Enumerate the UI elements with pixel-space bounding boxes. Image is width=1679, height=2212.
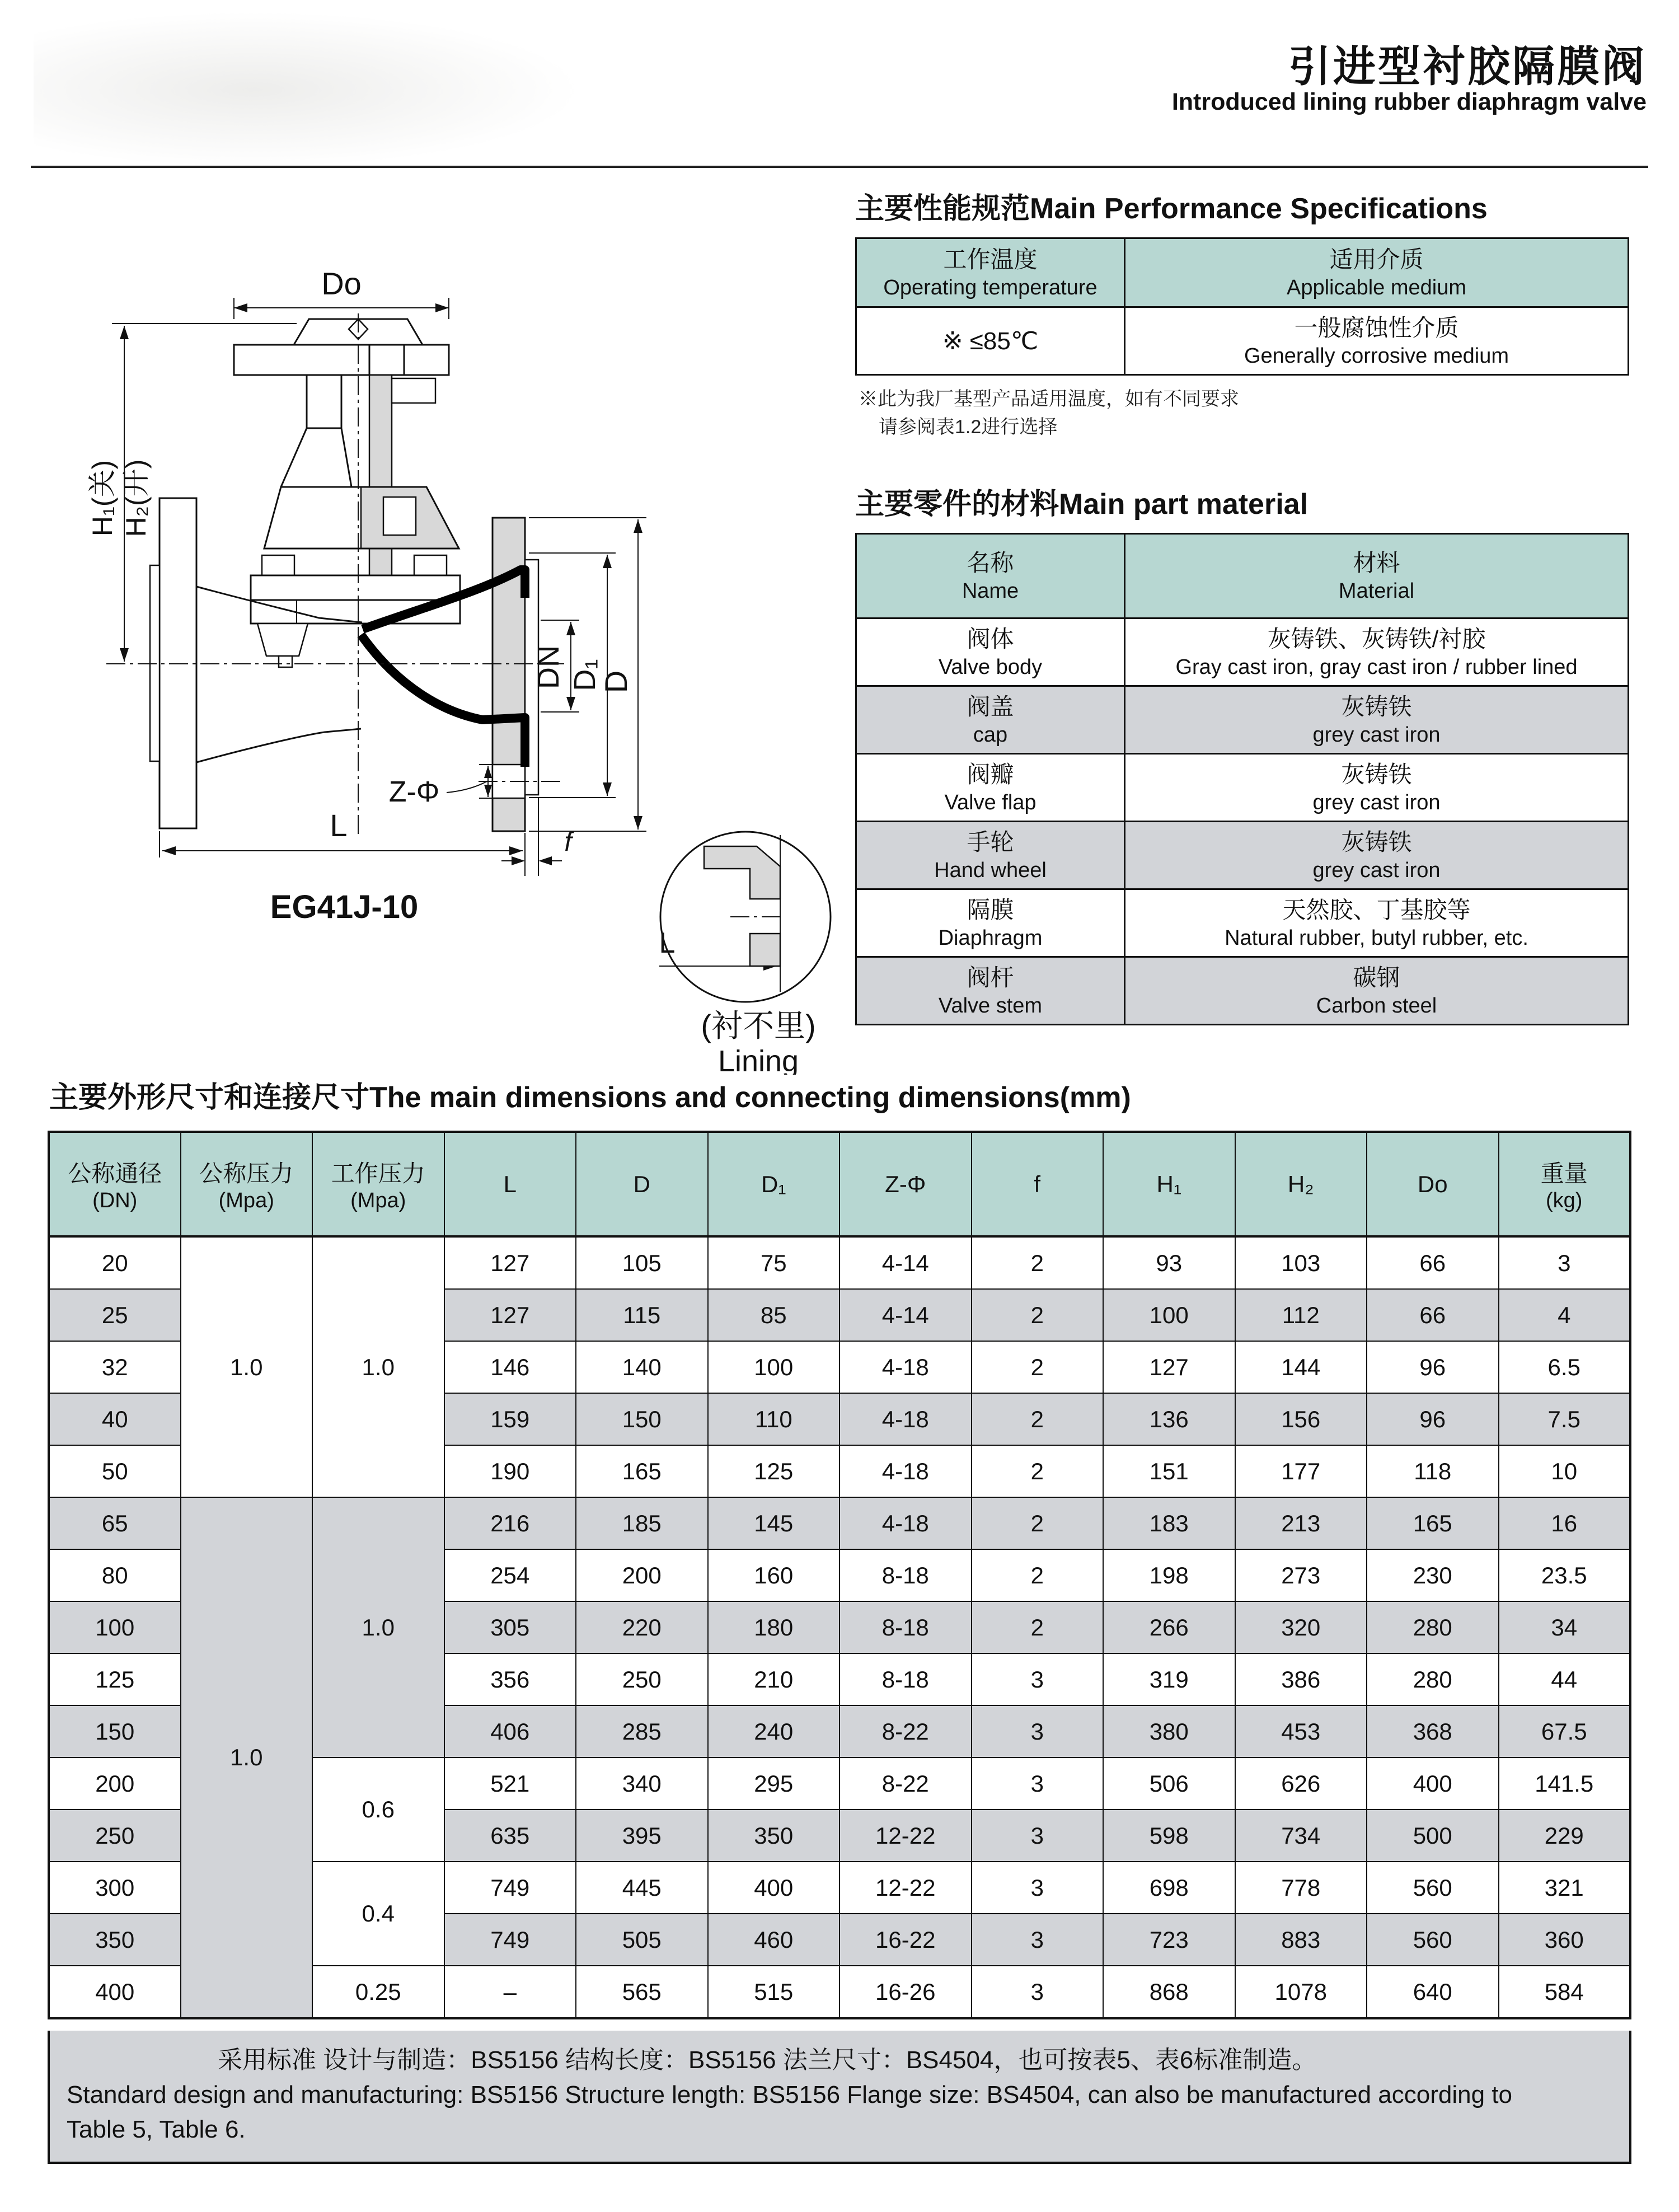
dim-col-header-0: 公称通径 (DN) (49, 1132, 181, 1236)
valve-outline (150, 319, 538, 831)
dim-cell: 198 (1103, 1549, 1235, 1601)
dim-cell: 723 (1103, 1914, 1235, 1966)
part-material-en: Gray cast iron, gray cast iron / rubber lined (1175, 655, 1578, 679)
working-pressure-value: 1.0 (312, 1236, 444, 1497)
dim-cell: 560 (1367, 1914, 1499, 1966)
material-col1-header-en: Name (962, 579, 1019, 603)
dimensions-footer-zh: 采用标准 设计与制造：BS5156 结构长度：BS5156 法兰尺寸：BS4504，也可按表5、表6标准制造。 (218, 2046, 1317, 2074)
dim-dn-value: 300 (49, 1862, 181, 1914)
dimension-arrows (120, 303, 777, 971)
dim-cell: 584 (1499, 1966, 1631, 2018)
part-material-zh: 碳钢 (1353, 964, 1400, 991)
dim-cell: 400 (708, 1862, 840, 1914)
dim-cell: 340 (576, 1758, 708, 1810)
part-material-zh: 灰铸铁 (1341, 829, 1412, 855)
dim-cell: 200 (576, 1549, 708, 1601)
dim-label-d: D (598, 670, 634, 693)
page-subtitle: Introduced lining rubber diaphragm valve (1171, 88, 1647, 115)
faint-watermark (34, 11, 582, 168)
dim-label-h1: H₁(关) (87, 460, 118, 537)
dim-col-header-5: D₁ (708, 1132, 840, 1236)
dim-cell: 183 (1103, 1497, 1235, 1549)
dim-cell: 10 (1499, 1445, 1631, 1497)
performance-table (855, 237, 1629, 376)
dim-label-l: L (330, 808, 348, 843)
dim-cell: 515 (708, 1966, 840, 2018)
dim-cell: 285 (576, 1705, 708, 1758)
performance-col2-header-zh: 适用介质 (1329, 246, 1424, 273)
dim-cell: 356 (444, 1653, 576, 1705)
dim-col-header-11: 重量 (kg) (1499, 1132, 1631, 1236)
part-material-en: grey cast iron (1312, 723, 1441, 747)
part-material-zh: 天然胶、丁基胶等 (1282, 897, 1471, 923)
dim-col-header-6: Z-Φ (840, 1132, 972, 1236)
part-name-en: Hand wheel (934, 859, 1047, 882)
dimensions-thead (49, 1132, 1630, 1236)
dim-cell: 165 (1367, 1497, 1499, 1549)
material-row-diaphragm (856, 889, 1629, 957)
dim-cell: 12-22 (840, 1810, 972, 1862)
dim-cell: 386 (1235, 1653, 1367, 1705)
dim-cell: 868 (1103, 1966, 1235, 2018)
dim-cell: 125 (708, 1445, 840, 1497)
dim-cell: 156 (1235, 1393, 1367, 1445)
part-name-zh: 手轮 (967, 829, 1014, 855)
part-name-en: cap (973, 723, 1008, 747)
dim-cell: 380 (1103, 1705, 1235, 1758)
dim-dn-value: 40 (49, 1393, 181, 1445)
material-col1-header-zh: 名称 (967, 550, 1014, 576)
dim-cell: 85 (708, 1289, 840, 1341)
dim-cell: 8-22 (840, 1758, 972, 1810)
dim-cell: 560 (1367, 1862, 1499, 1914)
dim-cell: 460 (708, 1914, 840, 1966)
dim-cell: 2 (972, 1341, 1104, 1393)
material-row-valve-flap (856, 754, 1629, 822)
dim-cell: 565 (576, 1966, 708, 2018)
dimensions-row-dn-20 (49, 1236, 1630, 1289)
dim-cell: 4-18 (840, 1393, 972, 1445)
dim-cell: 151 (1103, 1445, 1235, 1497)
dim-cell: 4 (1499, 1289, 1631, 1341)
working-pressure-value: 0.6 (312, 1758, 444, 1862)
dim-cell: 500 (1367, 1810, 1499, 1862)
part-material-en: grey cast iron (1312, 859, 1441, 882)
dim-cell: 4-18 (840, 1497, 972, 1549)
dim-cell: 506 (1103, 1758, 1235, 1810)
part-material-en: Carbon steel (1316, 994, 1437, 1018)
dim-col-header-3: L (444, 1132, 576, 1236)
dim-cell: 150 (576, 1393, 708, 1445)
dim-cell: 127 (444, 1289, 576, 1341)
dim-cell: – (444, 1966, 576, 2018)
dimensions-row-dn-65 (49, 1497, 1630, 1549)
dim-cell: 160 (708, 1549, 840, 1601)
dim-cell: 220 (576, 1601, 708, 1653)
material-col2-header-zh: 材料 (1353, 550, 1400, 576)
dim-cell: 4-18 (840, 1445, 972, 1497)
dim-label-d1: D₁ (568, 659, 602, 691)
part-name-zh: 阀杆 (967, 964, 1014, 991)
nominal-pressure-value: 1.0 (181, 1497, 313, 2018)
dim-cell: 778 (1235, 1862, 1367, 1914)
applicable-medium-en: Generally corrosive medium (1244, 344, 1509, 368)
dim-cell: 350 (708, 1810, 840, 1862)
dim-dn-value: 125 (49, 1653, 181, 1705)
dim-cell: 96 (1367, 1341, 1499, 1393)
material-row-valve-stem (856, 957, 1629, 1025)
dim-cell: 240 (708, 1705, 840, 1758)
dim-cell: 3 (972, 1758, 1104, 1810)
dim-cell: 295 (708, 1758, 840, 1810)
dim-cell: 8-18 (840, 1653, 972, 1705)
dimension-lines (112, 298, 780, 992)
dimensions-tbody (49, 1236, 1630, 2018)
dim-cell: 216 (444, 1497, 576, 1549)
dim-cell: 1078 (1235, 1966, 1367, 2018)
dimensions-footer (48, 2031, 1631, 2164)
dim-cell: 165 (576, 1445, 708, 1497)
dim-dn-value: 350 (49, 1914, 181, 1966)
part-material-zh: 灰铸铁 (1341, 761, 1412, 788)
dim-dn-value: 20 (49, 1236, 181, 1289)
performance-col2-header-en: Applicable medium (1286, 276, 1467, 299)
dim-cell: 698 (1103, 1862, 1235, 1914)
material-row-hand-wheel (856, 822, 1629, 889)
detail-label-zh: (衬不里) (701, 1008, 816, 1043)
dim-cell: 140 (576, 1341, 708, 1393)
dim-col-header-7: f (972, 1132, 1104, 1236)
part-name-zh: 隔膜 (967, 897, 1014, 923)
part-name-en: Diaphragm (938, 926, 1043, 950)
dim-label-do: Do (321, 266, 362, 301)
dim-dn-value: 200 (49, 1758, 181, 1810)
dim-col-header-8: H₁ (1103, 1132, 1235, 1236)
dim-cell: 640 (1367, 1966, 1499, 2018)
dim-cell: 3 (972, 1966, 1104, 2018)
dim-cell: 146 (444, 1341, 576, 1393)
dim-cell: 177 (1235, 1445, 1367, 1497)
dim-dn-value: 400 (49, 1966, 181, 2018)
dim-label-dn: DN (532, 645, 565, 689)
dim-cell: 210 (708, 1653, 840, 1705)
dim-cell: 305 (444, 1601, 576, 1653)
dim-cell: 16 (1499, 1497, 1631, 1549)
dim-cell: 749 (444, 1914, 576, 1966)
material-col2-header-en: Material (1338, 579, 1415, 603)
working-pressure-value: 0.4 (312, 1862, 444, 1966)
dim-cell: 144 (1235, 1341, 1367, 1393)
dim-cell: 213 (1235, 1497, 1367, 1549)
dim-cell: 266 (1103, 1601, 1235, 1653)
applicable-medium-value (1125, 307, 1629, 375)
dim-cell: 280 (1367, 1601, 1499, 1653)
dim-dn-value: 100 (49, 1601, 181, 1653)
part-material-zh: 灰铸铁 (1341, 693, 1412, 720)
performance-note-line2: 请参阅表1.2进行选择 (879, 416, 1058, 438)
dim-cell: 136 (1103, 1393, 1235, 1445)
dim-cell: 112 (1235, 1289, 1367, 1341)
part-material-en: grey cast iron (1312, 791, 1441, 814)
dim-dn-value: 65 (49, 1497, 181, 1549)
working-pressure-value: 1.0 (312, 1497, 444, 1758)
dim-cell: 445 (576, 1862, 708, 1914)
dim-col-header-4: D (576, 1132, 708, 1236)
dim-cell: 12-22 (840, 1862, 972, 1914)
dim-label-h2: H₂(开) (120, 459, 152, 537)
dim-cell: 23.5 (1499, 1549, 1631, 1601)
dim-cell: 110 (708, 1393, 840, 1445)
dim-cell: 16-22 (840, 1914, 972, 1966)
dim-dn-value: 150 (49, 1705, 181, 1758)
dim-cell: 8-18 (840, 1549, 972, 1601)
dim-cell: 883 (1235, 1914, 1367, 1966)
detail-label-en: Lining (717, 1044, 799, 1075)
dim-cell: 273 (1235, 1549, 1367, 1601)
dim-cell: 453 (1235, 1705, 1367, 1758)
dim-col-header-10: Do (1367, 1132, 1499, 1236)
dim-cell: 127 (1103, 1341, 1235, 1393)
dim-label-zphi: Z-Φ (388, 776, 440, 808)
dim-cell: 3 (972, 1810, 1104, 1862)
valve-drawing (56, 235, 867, 1077)
valve-model-label: EG41J-10 (270, 889, 419, 925)
dim-cell: 66 (1367, 1289, 1499, 1341)
material-row-cap (856, 686, 1629, 754)
dim-cell: 190 (444, 1445, 576, 1497)
dim-cell: 254 (444, 1549, 576, 1601)
dim-cell: 4-14 (840, 1289, 972, 1341)
operating-temperature-value: ※ ≤85℃ (856, 307, 1125, 375)
dim-cell: 521 (444, 1758, 576, 1810)
performance-note (859, 385, 1239, 441)
dim-cell: 141.5 (1499, 1758, 1631, 1810)
dim-dn-value: 32 (49, 1341, 181, 1393)
dim-cell: 127 (444, 1236, 576, 1289)
dim-cell: 16-26 (840, 1966, 972, 2018)
part-name-zh: 阀盖 (967, 693, 1014, 720)
dim-cell: 4-18 (840, 1341, 972, 1393)
dim-cell: 368 (1367, 1705, 1499, 1758)
dim-cell: 7.5 (1499, 1393, 1631, 1445)
dim-cell: 280 (1367, 1653, 1499, 1705)
performance-col1-header (856, 238, 1125, 307)
material-col2-header (1125, 534, 1629, 618)
dim-cell: 96 (1367, 1393, 1499, 1445)
part-name-en: Valve flap (944, 791, 1037, 814)
dimensions-footer-en1: Standard design and manufacturing: BS5156 Structure length: BS5156 Flange size: BS4504, can also be manufactured according to (67, 2081, 1513, 2108)
dim-cell: 159 (444, 1393, 576, 1445)
dim-cell: 400 (1367, 1758, 1499, 1810)
dim-cell: 4-14 (840, 1236, 972, 1289)
dim-cell: 3 (972, 1862, 1104, 1914)
applicable-medium-zh: 一般腐蚀性介质 (1294, 315, 1459, 341)
dim-cell: 2 (972, 1236, 1104, 1289)
dim-cell: 250 (576, 1653, 708, 1705)
dim-cell: 93 (1103, 1236, 1235, 1289)
nominal-pressure-value: 1.0 (181, 1236, 313, 1497)
dim-cell: 115 (576, 1289, 708, 1341)
dim-cell: 100 (708, 1341, 840, 1393)
dim-cell: 598 (1103, 1810, 1235, 1862)
dim-cell: 34 (1499, 1601, 1631, 1653)
performance-col1-header-zh: 工作温度 (943, 246, 1038, 273)
part-material-en: Natural rubber, butyl rubber, etc. (1225, 926, 1528, 950)
dim-cell: 321 (1499, 1862, 1631, 1914)
part-name-en: Valve stem (938, 994, 1043, 1018)
dim-cell: 145 (708, 1497, 840, 1549)
dim-cell: 229 (1499, 1810, 1631, 1862)
dim-dn-value: 50 (49, 1445, 181, 1497)
dim-cell: 118 (1367, 1445, 1499, 1497)
dim-cell: 3 (972, 1653, 1104, 1705)
dim-cell: 395 (576, 1810, 708, 1862)
performance-col1-header-en: Operating temperature (883, 276, 1098, 299)
dim-cell: 66 (1367, 1236, 1499, 1289)
dim-col-header-2: 工作压力 (Mpa) (312, 1132, 444, 1236)
material-section-title: 主要零件的材料Main part material (855, 488, 1309, 521)
dim-cell: 635 (444, 1810, 576, 1862)
performance-col2-header (1125, 238, 1629, 307)
dim-cell: 2 (972, 1549, 1104, 1601)
performance-section-title: 主要性能规范Main Performance Specifications (855, 193, 1488, 225)
dim-cell: 180 (708, 1601, 840, 1653)
part-name-zh: 阀体 (967, 626, 1014, 652)
dim-dn-value: 250 (49, 1810, 181, 1862)
dim-cell: 2 (972, 1497, 1104, 1549)
dim-cell: 320 (1235, 1601, 1367, 1653)
dim-cell: 749 (444, 1862, 576, 1914)
dim-label-f: f (564, 827, 572, 857)
dim-cell: 185 (576, 1497, 708, 1549)
dim-cell: 626 (1235, 1758, 1367, 1810)
material-row-valve-body (856, 618, 1629, 686)
dim-cell: 75 (708, 1236, 840, 1289)
dimensions-footer-en2: Table 5, Table 6. (67, 2116, 246, 2143)
dim-cell: 230 (1367, 1549, 1499, 1601)
part-material-zh: 灰铸铁、灰铸铁/衬胶 (1267, 626, 1486, 652)
dim-cell: 44 (1499, 1653, 1631, 1705)
dim-cell: 3 (972, 1705, 1104, 1758)
dim-cell: 3 (972, 1914, 1104, 1966)
dim-cell: 8-22 (840, 1705, 972, 1758)
dimensions-section-title: 主要外形尺寸和连接尺寸The main dimensions and connecting dimensions(mm) (49, 1081, 1131, 1114)
material-table (855, 533, 1629, 1025)
dim-cell: 2 (972, 1601, 1104, 1653)
material-col1-header (856, 534, 1125, 618)
dim-cell: 3 (1499, 1236, 1631, 1289)
dimensions-table (48, 1131, 1631, 2019)
dim-cell: 2 (972, 1393, 1104, 1445)
dim-cell: 360 (1499, 1914, 1631, 1966)
dim-cell: 6.5 (1499, 1341, 1631, 1393)
dim-cell: 105 (576, 1236, 708, 1289)
dim-cell: 2 (972, 1289, 1104, 1341)
detail-dim-l: L (659, 927, 676, 959)
dim-cell: 100 (1103, 1289, 1235, 1341)
dim-cell: 8-18 (840, 1601, 972, 1653)
dim-dn-value: 25 (49, 1289, 181, 1341)
dim-col-header-1: 公称压力 (Mpa) (181, 1132, 313, 1236)
header-divider (31, 166, 1648, 168)
dim-cell: 103 (1235, 1236, 1367, 1289)
part-name-zh: 阀瓣 (967, 761, 1014, 788)
page-title: 引进型衬胶隔膜阀 (1288, 43, 1647, 91)
dim-cell: 505 (576, 1914, 708, 1966)
dim-cell: 406 (444, 1705, 576, 1758)
dim-cell: 67.5 (1499, 1705, 1631, 1758)
dim-cell: 2 (972, 1445, 1104, 1497)
dim-col-header-9: H₂ (1235, 1132, 1367, 1236)
dim-cell: 734 (1235, 1810, 1367, 1862)
dim-cell: 319 (1103, 1653, 1235, 1705)
working-pressure-value: 0.25 (312, 1966, 444, 2018)
part-name-en: Valve body (938, 655, 1043, 679)
dim-dn-value: 80 (49, 1549, 181, 1601)
performance-note-line1: ※此为我厂基型产品适用温度，如有不同要求 (859, 388, 1239, 410)
